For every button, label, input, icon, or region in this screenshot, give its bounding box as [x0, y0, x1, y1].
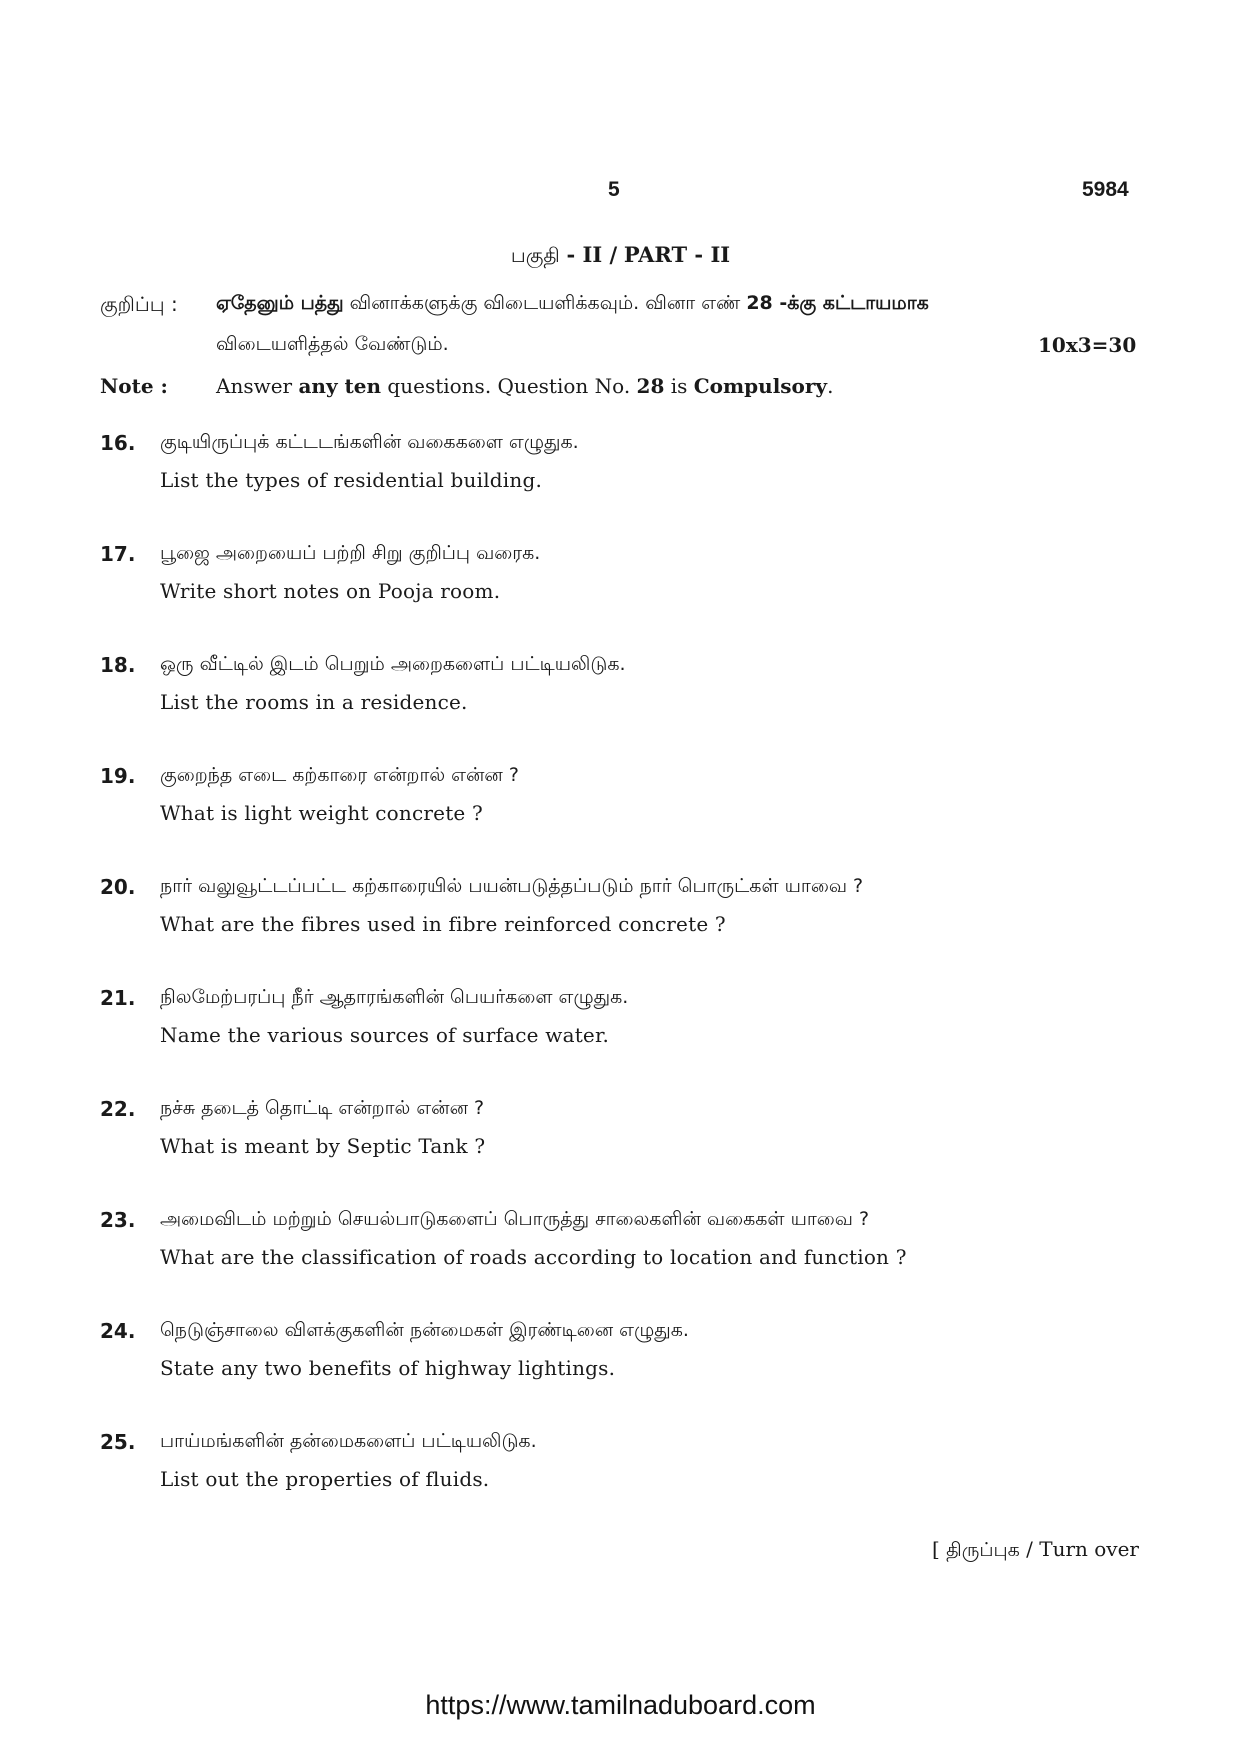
- question-text-english: List the rooms in a residence.: [160, 690, 468, 714]
- question-text-english: What are the fibres used in fibre reinforced concrete ?: [160, 912, 726, 936]
- question-text-tamil: பாய்மங்களின் தன்மைகளைப் பட்டியலிடுக.: [160, 1430, 537, 1452]
- question-text-tamil: பூஜை அறையைப் பற்றி சிறு குறிப்பு வரைக.: [160, 542, 541, 564]
- note-text-tamil-line2: விடையளித்தல் வேண்டும்.: [216, 333, 449, 355]
- question-text-tamil: குறைந்த எடை கற்காரை என்றால் என்ன ?: [160, 764, 519, 786]
- question-number: 21.: [100, 986, 136, 1010]
- footer-url[interactable]: https://www.tamilnaduboard.com: [425, 1690, 816, 1720]
- note-label-tamil: குறிப்பு :: [100, 292, 178, 316]
- note-text-english: [216, 374, 833, 398]
- question-text-english: What is meant by Septic Tank ?: [160, 1134, 486, 1158]
- note-text-tamil-qno: 28 -க்கு கட்டாயமாக: [746, 292, 929, 314]
- turn-over-note: [932, 1537, 1139, 1564]
- part-heading-separator: - II /: [566, 242, 618, 267]
- note-en-t2: questions. Question No.: [381, 374, 637, 398]
- page-number: 5: [608, 178, 620, 201]
- question-number: 22.: [100, 1097, 136, 1121]
- question-text-english: What is light weight concrete ?: [160, 801, 483, 825]
- marks-allotment: 10x3=30: [1038, 333, 1137, 357]
- question-number: 25.: [100, 1430, 136, 1454]
- note-label-english: Note :: [100, 374, 168, 398]
- part-heading-english: PART - II: [623, 242, 731, 267]
- question-number: 20.: [100, 875, 136, 899]
- note-en-t3: is: [664, 374, 694, 398]
- turn-over-english: / Turn over: [1019, 1537, 1139, 1561]
- note-en-b1: any ten: [298, 374, 382, 398]
- note-text-tamil-bold: ஏதேனும் பத்து: [216, 292, 344, 314]
- note-text-tamil-1: வினாக்களுக்கு விடையளிக்கவும். வினா எண்: [343, 292, 747, 314]
- note-en-b2: 28: [636, 374, 665, 398]
- note-en-t1: Answer: [216, 374, 299, 398]
- turn-over-bracket: [: [932, 1537, 947, 1561]
- question-text-tamil: ஒரு வீட்டில் இடம் பெறும் அறைகளைப் பட்டியலிடுக.: [160, 653, 626, 675]
- question-text-english: List out the properties of fluids.: [160, 1467, 490, 1491]
- question-text-tamil: அமைவிடம் மற்றும் செயல்பாடுகளைப் பொருத்து சாலைகளின் வகைகள் யாவை ?: [160, 1208, 870, 1230]
- paper-code: 5984: [1082, 178, 1129, 201]
- question-text-tamil: நார் வலுவூட்டப்பட்ட கற்காரையில் பயன்படுத்தப்படும் நார் பொருட்கள் யாவை ?: [160, 875, 864, 897]
- part-heading: [0, 242, 1241, 270]
- note-text-tamil: [216, 292, 929, 317]
- question-number: 18.: [100, 653, 136, 677]
- question-text-english: State any two benefits of highway lightings.: [160, 1356, 616, 1380]
- question-text-english: Name the various sources of surface water.: [160, 1023, 610, 1047]
- question-text-english: What are the classification of roads according to location and function ?: [160, 1245, 907, 1269]
- question-number: 24.: [100, 1319, 136, 1343]
- question-number: 23.: [100, 1208, 136, 1232]
- turn-over-tamil: திருப்புக: [946, 1539, 1020, 1561]
- question-number: 16.: [100, 431, 136, 455]
- part-heading-tamil: பகுதி: [510, 243, 560, 267]
- question-text-tamil: நச்சு தடைத் தொட்டி என்றால் என்ன ?: [160, 1097, 485, 1119]
- question-text-english: List the types of residential building.: [160, 468, 543, 492]
- question-number: 19.: [100, 764, 136, 788]
- note-en-b3: Compulsory: [693, 374, 828, 398]
- question-text-tamil: நெடுஞ்சாலை விளக்குகளின் நன்மைகள் இரண்டினை எழுதுக.: [160, 1319, 689, 1341]
- note-en-t4: .: [827, 374, 834, 398]
- question-text-tamil: நிலமேற்பரப்பு நீர் ஆதாரங்களின் பெயர்களை எழுதுக.: [160, 986, 629, 1008]
- question-text-tamil: குடியிருப்புக் கட்டடங்களின் வகைகளை எழுதுக.: [160, 431, 579, 453]
- question-text-english: Write short notes on Pooja room.: [160, 579, 501, 603]
- question-number: 17.: [100, 542, 136, 566]
